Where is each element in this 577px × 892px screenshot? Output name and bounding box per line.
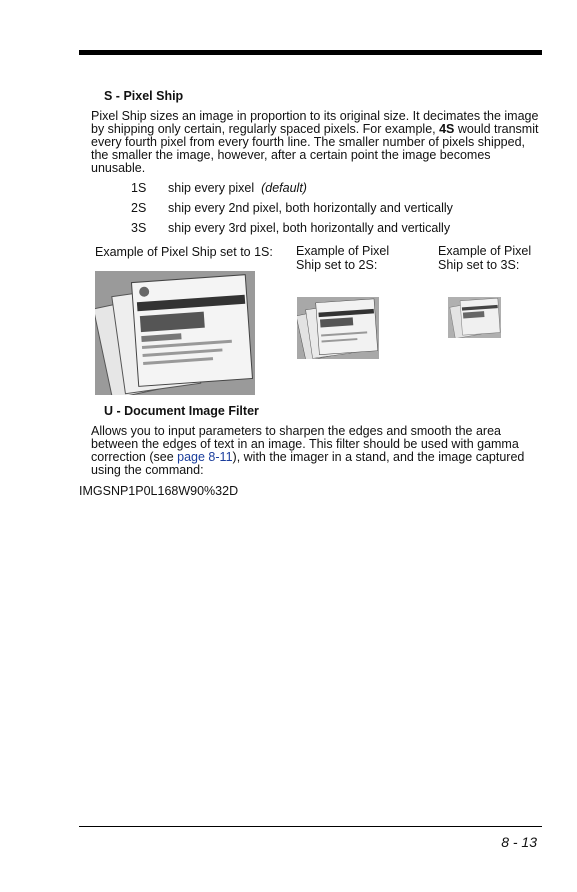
bottom-rule [79, 826, 542, 827]
caption-2s: Example of Pixel Ship set to 2S: [296, 244, 390, 272]
example-image-1s [95, 271, 255, 395]
option-desc-3s: ship every 3rd pixel, both horizontally and vertically [168, 221, 451, 235]
option-code-2s: 2S [131, 201, 147, 215]
caption-1s: Example of Pixel Ship set to 1S: [95, 245, 273, 259]
page-number: 8 - 13 [501, 834, 537, 850]
example-image-3s [448, 297, 501, 338]
section-s-paragraph: Pixel Ship sizes an image in proportion to its original size. It decimates the image by shipping only certain, regularly spaced pixels. For example, 4S would transmit every fourth pixel from every fourth line. The smaller number of pixels shipped, the smaller the image, however, after a certain point the image becomes unusable. [91, 109, 539, 175]
page-link[interactable]: page 8-11 [177, 450, 233, 464]
section-u-paragraph: Allows you to input parameters to sharpen the edges and smooth the area between the edges of text in an image. This filter should be used with gamma correction (see page 8-11), with the imager in a stand, and the image captured using the command: [91, 424, 525, 477]
command-text: IMGSNP1P0L168W90%32D [79, 484, 239, 498]
top-rule [79, 50, 542, 55]
default-note: (default) [261, 181, 307, 195]
caption-3s: Example of Pixel Ship set to 3S: [438, 244, 532, 272]
section-s-heading: S - Pixel Ship [104, 89, 184, 103]
example-setting: 4S [439, 122, 455, 136]
example-image-2s [297, 297, 379, 359]
option-code-1s: 1S [131, 181, 147, 195]
section-u-heading: U - Document Image Filter [104, 404, 259, 418]
option-desc-1s: ship every pixel (default) [168, 181, 307, 195]
option-code-3s: 3S [131, 221, 147, 235]
option-desc-2s: ship every 2nd pixel, both horizontally and vertically [168, 201, 453, 215]
